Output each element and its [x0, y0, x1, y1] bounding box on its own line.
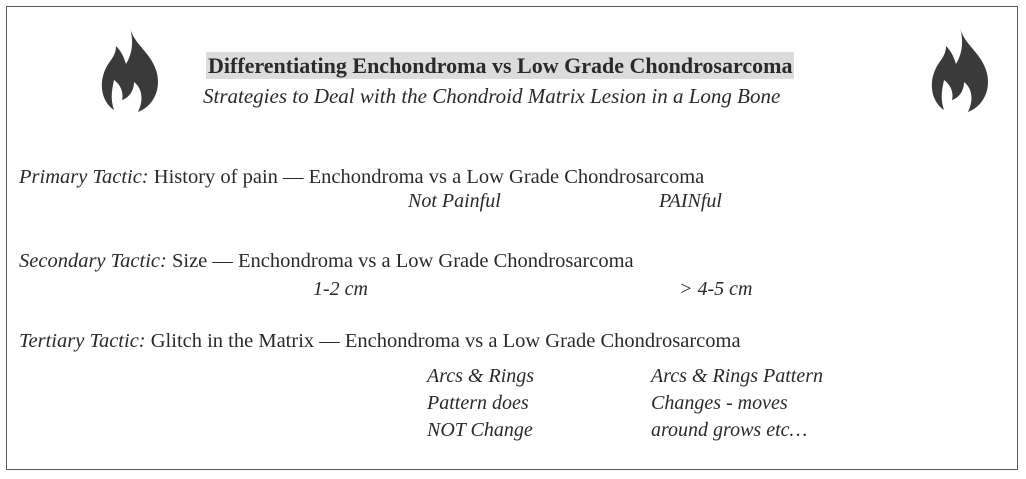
primary-left-value: Not Painful [408, 190, 501, 212]
secondary-tactic-label: Secondary Tactic: [19, 250, 167, 272]
secondary-tactic-line [19, 249, 634, 273]
flame-icon [930, 26, 992, 114]
tertiary-left-line: NOT Change [427, 419, 533, 441]
secondary-left-value: 1-2 cm [313, 278, 368, 300]
secondary-right-value: > 4-5 cm [679, 278, 753, 300]
tertiary-left-line: Arcs & Rings [427, 365, 535, 387]
tertiary-right-line: around grows etc… [651, 419, 808, 441]
page-title: Differentiating Enchondroma vs Low Grade Chondrosarcoma [208, 53, 793, 78]
primary-tactic-line [19, 165, 704, 189]
tertiary-tactic-label: Tertiary Tactic: [19, 330, 146, 352]
primary-tactic-label: Primary Tactic: [19, 166, 149, 188]
tertiary-tactic-line [19, 329, 741, 353]
primary-right-value: PAINful [659, 190, 722, 212]
tertiary-right-line: Changes - moves [651, 392, 788, 414]
primary-tactic-text: History of pain — Enchondroma vs a Low Grade Chondrosarcoma [148, 166, 705, 188]
secondary-tactic-text: Size — Enchondroma vs a Low Grade Chondrosarcoma [166, 250, 634, 272]
page-subtitle: Strategies to Deal with the Chondroid Matrix Lesion in a Long Bone [203, 84, 781, 108]
tertiary-tactic-text: Glitch in the Matrix — Enchondroma vs a Low Grade Chondrosarcoma [145, 330, 741, 352]
tertiary-left-line: Pattern does [427, 392, 529, 414]
tertiary-right-line: Arcs & Rings Pattern [651, 365, 824, 387]
flame-icon [100, 26, 162, 114]
